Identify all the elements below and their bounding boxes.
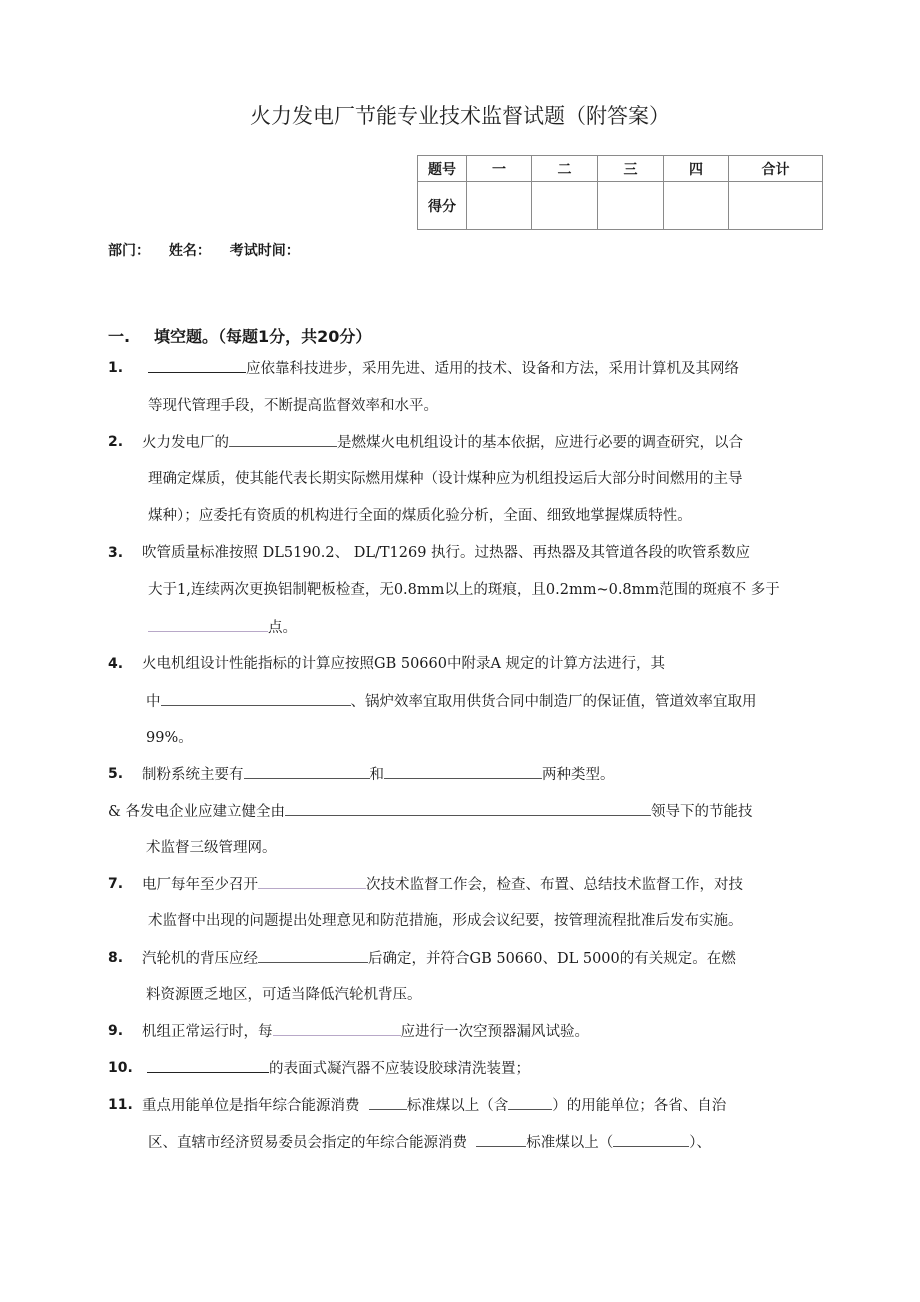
question-number: 10. <box>108 1060 133 1076</box>
question-number: 1. <box>108 360 124 376</box>
question-4-line-3: 99%。 <box>146 730 193 746</box>
answer-blank[interactable] <box>613 1132 689 1147</box>
question-4-line-1: 火电机组设计性能指标的计算应按照GB 50660中附录A 规定的计算方法进行，其 <box>142 656 666 672</box>
name-label: 姓名： <box>168 243 211 259</box>
header-cell-total: 合计 <box>729 156 823 182</box>
question-2-line-1: 火力发电厂的 是燃煤火电机组设计的基本依据，应进行必要的调查研究，以合 <box>142 432 743 453</box>
answer-blank[interactable] <box>369 1095 407 1110</box>
header-cell-part-4: 四 <box>664 156 729 182</box>
question-number: 3. <box>108 545 124 561</box>
question-3-line-3: 点。 <box>148 617 297 638</box>
section-title: 填空题。（每题1分，共20分） <box>154 327 372 346</box>
answer-blank[interactable] <box>229 432 337 447</box>
header-cell-part-2: 二 <box>532 156 598 182</box>
department-label: 部门： <box>108 243 150 259</box>
answer-blank[interactable] <box>244 764 370 779</box>
score-cell-part-3[interactable] <box>598 182 664 230</box>
answer-blank[interactable] <box>476 1132 526 1147</box>
question-11-line-2: 区、直辖市经济贸易委员会指定的年综合能源消费 标准煤以上（ ）、 <box>148 1132 711 1153</box>
score-cell-part-1[interactable] <box>467 182 532 230</box>
answer-blank[interactable] <box>258 874 366 889</box>
answer-blank[interactable] <box>285 801 651 816</box>
answer-blank[interactable] <box>161 691 351 706</box>
question-8-line-1: 汽轮机的背压应经 后确定，并符合GB 50660、DL 5000的有关规定。在燃 <box>142 948 736 969</box>
section-heading <box>108 324 371 347</box>
section-number: 一. <box>108 327 131 346</box>
question-number: & <box>108 804 121 820</box>
question-1-line-1: 应依靠科技进步，采用先进、适用的技术、设备和方法，采用计算机及其网络 <box>148 358 739 379</box>
exam-time-label: 考试时间： <box>229 243 300 259</box>
answer-blank[interactable] <box>384 764 542 779</box>
page-title: 火力发电厂节能专业技术监督试题（附答案） <box>250 104 670 128</box>
answer-blank[interactable] <box>258 948 368 963</box>
header-cell-part-3: 三 <box>598 156 664 182</box>
question-10-line-1: 的表面式凝汽器不应装设胶球清洗装置； <box>147 1058 530 1079</box>
question-6-line-1: & 各发电企业应建立健全由 领导下的节能技 <box>108 801 753 822</box>
question-3-line-1: 吹管质量标准按照 DL5190.2、 DL/T1269 执行。过热器、再热器及其管道各段的吹管系数应 <box>142 545 751 561</box>
question-7-line-1: 电厂每年至少召开 次技术监督工作会，检查、布置、总结技术监督工作，对技 <box>142 874 743 895</box>
question-3-line-2: 大于1,连续两次更换铝制靶板检查，无0.8mm以上的斑痕，且0.2mm~0.8mm范围的斑痕不 多于 <box>148 582 780 598</box>
answer-blank[interactable] <box>147 1058 269 1073</box>
score-cell-part-4[interactable] <box>664 182 729 230</box>
question-11-line-1: 重点用能单位是指年综合能源消费 标准煤以上（含 ）的用能单位；各省、自治 <box>142 1095 726 1116</box>
header-cell-part-1: 一 <box>467 156 532 182</box>
answer-blank[interactable] <box>148 358 246 373</box>
score-cell-part-2[interactable] <box>532 182 598 230</box>
question-number: 8. <box>108 950 124 966</box>
answer-blank[interactable] <box>508 1095 552 1110</box>
question-7-line-2: 术监督中出现的问题提出处理意见和防范措施，形成会议纪要，按管理流程批准后发布实施。 <box>148 913 743 929</box>
score-cell-total[interactable] <box>729 182 823 230</box>
question-2-line-3: 煤种）；应委托有资质的机构进行全面的煤质化验分析，全面、细致地掌握煤质特性。 <box>148 508 692 524</box>
question-4-line-2: 中 、锅炉效率宜取用供货合同中制造厂的保证值，管道效率宜取用 <box>146 691 757 712</box>
score-table <box>417 155 823 230</box>
question-6-line-2: 术监督三级管理网。 <box>146 840 277 856</box>
answer-blank[interactable] <box>273 1021 401 1036</box>
question-number: 7. <box>108 876 124 892</box>
question-number: 9. <box>108 1023 124 1039</box>
question-number: 5. <box>108 766 124 782</box>
score-row-label: 得分 <box>418 182 467 230</box>
question-number: 2. <box>108 434 124 450</box>
score-table-score-row <box>418 182 823 230</box>
exam-meta-line <box>108 240 314 260</box>
question-2-line-2: 理确定煤质，使其能代表长期实际燃用煤种（设计煤种应为机组投运后大部分时间燃用的主导 <box>148 471 743 487</box>
question-1-line-2: 等现代管理手段，不断提高监督效率和水平。 <box>148 398 438 414</box>
header-cell-question-no: 题号 <box>418 156 467 182</box>
question-9-line-1: 机组正常运行时，每 应进行一次空预器漏风试验。 <box>142 1021 589 1042</box>
question-number: 4. <box>108 656 124 672</box>
score-table-header-row <box>418 156 823 182</box>
question-8-line-2: 料资源匮乏地区，可适当降低汽轮机背压。 <box>146 987 422 1003</box>
question-number: 11. <box>108 1097 133 1113</box>
answer-blank[interactable] <box>148 617 268 632</box>
question-5-line-1: 制粉系统主要有 和 两种类型。 <box>142 764 615 785</box>
